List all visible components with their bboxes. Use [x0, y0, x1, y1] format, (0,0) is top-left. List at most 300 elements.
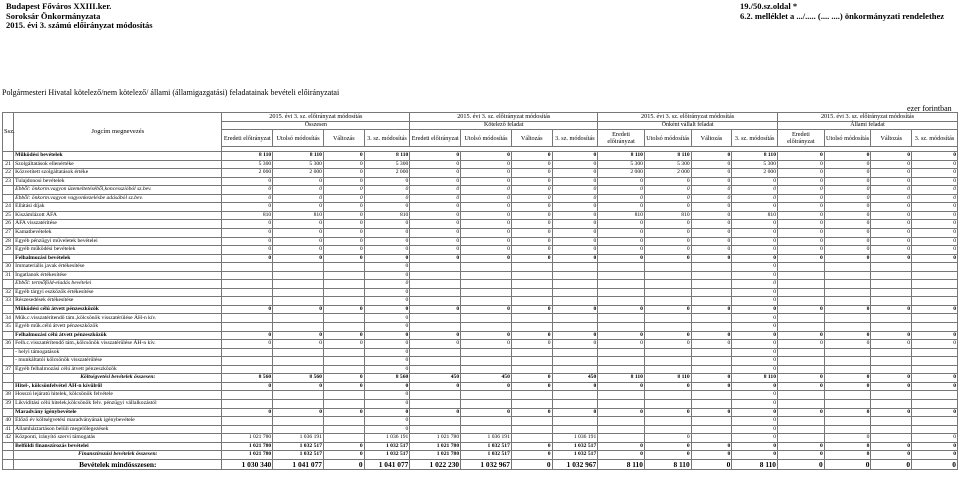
- value-cell: [691, 314, 732, 323]
- row-ssz: [3, 305, 14, 314]
- subcol-header: Változás: [871, 130, 912, 147]
- value-cell: 0: [222, 254, 273, 263]
- value-cell: [410, 425, 461, 434]
- table-row: [3, 169, 958, 178]
- value-cell: [410, 323, 461, 332]
- value-cell: 0: [691, 331, 732, 340]
- value-cell: 0: [511, 408, 552, 417]
- value-cell: [273, 357, 324, 366]
- value-cell: 0: [732, 399, 778, 408]
- value-cell: 0: [552, 246, 598, 255]
- value-cell: 0: [778, 229, 825, 238]
- row-ssz: 40: [3, 417, 14, 426]
- value-cell: [222, 297, 273, 306]
- header-municipality: Soroksár Önkormányzata: [6, 10, 101, 21]
- value-cell: 0: [364, 323, 410, 332]
- value-cell: 0: [323, 305, 364, 314]
- row-ssz: 25: [3, 211, 14, 220]
- value-cell: [871, 314, 912, 323]
- value-cell: [778, 365, 825, 374]
- value-cell: 0: [691, 254, 732, 263]
- value-cell: 1 032 517: [273, 442, 324, 451]
- value-cell: [410, 314, 461, 323]
- value-cell: [273, 417, 324, 426]
- value-cell: [323, 417, 364, 426]
- document-title: Polgármesteri Hivatal kötelező/nem kötelező/ állami (államigazgatási) feladatainak bevételi előirányzatai: [2, 88, 340, 97]
- value-cell: 0: [778, 459, 825, 469]
- value-cell: 0: [644, 203, 691, 212]
- value-cell: [871, 425, 912, 434]
- row-ssz: [3, 254, 14, 263]
- value-cell: [410, 297, 461, 306]
- value-cell: 0: [912, 177, 958, 186]
- value-cell: 810: [222, 211, 273, 220]
- subcol-header: Eredeti előirányzat: [222, 130, 273, 147]
- value-cell: [778, 288, 825, 297]
- value-cell: 0: [824, 186, 871, 195]
- row-label: Felh.c.visszatérítendő tám.,kölcsönök visszatérülése ÁH-n kív.: [14, 340, 222, 349]
- value-cell: 1 032 517: [364, 442, 410, 451]
- value-cell: 0: [364, 425, 410, 434]
- value-cell: [871, 271, 912, 280]
- row-ssz: 21: [3, 160, 14, 169]
- value-cell: 8 110: [273, 152, 324, 161]
- value-cell: 0: [912, 152, 958, 161]
- value-cell: 0: [691, 305, 732, 314]
- value-cell: [824, 399, 871, 408]
- value-cell: [912, 348, 958, 357]
- table-row: [3, 340, 958, 349]
- value-cell: 0: [323, 203, 364, 212]
- value-cell: 0: [552, 160, 598, 169]
- value-cell: 0: [552, 331, 598, 340]
- value-cell: [410, 263, 461, 272]
- value-cell: 5 300: [273, 160, 324, 169]
- row-ssz: 24: [3, 203, 14, 212]
- table-row: [3, 348, 958, 357]
- value-cell: 0: [691, 203, 732, 212]
- value-cell: 0: [511, 246, 552, 255]
- value-cell: 0: [691, 374, 732, 383]
- budget-table: [2, 112, 958, 470]
- row-label: Egyéb felhalmozási célú átvett pénzeszközök: [14, 365, 222, 374]
- value-cell: [912, 297, 958, 306]
- row-ssz: 38: [3, 391, 14, 400]
- value-cell: 0: [824, 374, 871, 383]
- value-cell: 5 300: [222, 160, 273, 169]
- value-cell: 1 032 517: [461, 442, 512, 451]
- table-row: [3, 365, 958, 374]
- value-cell: [273, 323, 324, 332]
- value-cell: 0: [732, 186, 778, 195]
- value-cell: [222, 425, 273, 434]
- value-cell: 8 110: [598, 459, 645, 469]
- value-cell: 0: [778, 237, 825, 246]
- value-cell: 0: [410, 305, 461, 314]
- value-cell: 2 000: [732, 169, 778, 178]
- value-cell: [410, 280, 461, 289]
- row-ssz: 23: [3, 177, 14, 186]
- row-label: Kamatbevételek: [14, 229, 222, 238]
- value-cell: 0: [598, 382, 645, 391]
- value-cell: [511, 391, 552, 400]
- value-cell: 0: [912, 186, 958, 195]
- row-label: Felhalmozási célú átvett pénzeszközök: [14, 331, 222, 340]
- value-cell: 0: [511, 177, 552, 186]
- value-cell: 0: [364, 340, 410, 349]
- value-cell: [222, 280, 273, 289]
- value-cell: [691, 391, 732, 400]
- value-cell: 0: [511, 152, 552, 161]
- table-row: [3, 305, 958, 314]
- value-cell: 0: [732, 254, 778, 263]
- value-cell: 0: [691, 237, 732, 246]
- value-cell: 810: [732, 211, 778, 220]
- value-cell: 0: [732, 263, 778, 272]
- row-label: Egyéb működési bevételek: [14, 246, 222, 255]
- value-cell: [598, 434, 645, 443]
- value-cell: [323, 425, 364, 434]
- value-cell: 0: [364, 348, 410, 357]
- value-cell: 0: [732, 382, 778, 391]
- value-cell: [644, 271, 691, 280]
- value-cell: [598, 271, 645, 280]
- value-cell: 0: [323, 186, 364, 195]
- value-cell: 0: [323, 459, 364, 469]
- value-cell: 0: [598, 229, 645, 238]
- value-cell: 0: [511, 340, 552, 349]
- value-cell: [824, 297, 871, 306]
- value-cell: 0: [364, 237, 410, 246]
- group-osszesen: Összesen: [222, 121, 410, 130]
- value-cell: [273, 314, 324, 323]
- header-annex: 6.2. melléklet a .../..... (.... ....) önkormányzati rendelethez: [740, 10, 945, 21]
- value-cell: 0: [410, 229, 461, 238]
- row-ssz: 22: [3, 169, 14, 178]
- value-cell: 0: [824, 177, 871, 186]
- value-cell: [511, 280, 552, 289]
- table-row: [3, 203, 958, 212]
- value-cell: 0: [691, 194, 732, 203]
- value-cell: [912, 288, 958, 297]
- value-cell: 0: [871, 160, 912, 169]
- value-cell: 0: [323, 194, 364, 203]
- value-cell: 0: [824, 340, 871, 349]
- value-cell: 0: [410, 186, 461, 195]
- value-cell: 8 110: [644, 459, 691, 469]
- row-ssz: [3, 186, 14, 195]
- value-cell: [273, 391, 324, 400]
- value-cell: 0: [461, 305, 512, 314]
- row-ssz: 33: [3, 297, 14, 306]
- row-ssz: 29: [3, 246, 14, 255]
- value-cell: 0: [912, 211, 958, 220]
- table-row: [3, 237, 958, 246]
- value-cell: 0: [691, 408, 732, 417]
- value-cell: [824, 314, 871, 323]
- value-cell: 0: [511, 442, 552, 451]
- value-cell: [461, 323, 512, 332]
- value-cell: [691, 263, 732, 272]
- value-cell: 0: [732, 340, 778, 349]
- row-label: Műk.c.visszatérítendő tám.,kölcsönök visszatérülése ÁH-n kív.: [14, 314, 222, 323]
- value-cell: [778, 297, 825, 306]
- value-cell: 8 560: [273, 374, 324, 383]
- value-cell: 0: [871, 459, 912, 469]
- row-label: ÁFA visszatérítése: [14, 220, 222, 229]
- value-cell: [598, 399, 645, 408]
- document-header-left: [6, 2, 153, 31]
- value-cell: [552, 271, 598, 280]
- value-cell: 810: [598, 211, 645, 220]
- row-label: Immateriális javak értékesítése: [14, 263, 222, 272]
- value-cell: 0: [871, 374, 912, 383]
- row-ssz: 42: [3, 434, 14, 443]
- header-modification: 2015. évi 3. számú előirányzat módosítás: [6, 20, 153, 30]
- value-cell: 5 300: [598, 160, 645, 169]
- col-ssz: Ssz.: [3, 113, 14, 152]
- value-cell: 0: [644, 194, 691, 203]
- value-cell: 0: [364, 220, 410, 229]
- value-cell: [461, 288, 512, 297]
- value-cell: 2 000: [222, 169, 273, 178]
- value-cell: [778, 357, 825, 366]
- value-cell: [824, 391, 871, 400]
- table-row: [3, 391, 958, 400]
- row-ssz: [3, 331, 14, 340]
- value-cell: 0: [323, 374, 364, 383]
- value-cell: 0: [461, 331, 512, 340]
- subcol-header: Eredeti előirányzat: [598, 130, 645, 147]
- unit-label: ezer forintban: [907, 104, 952, 113]
- row-ssz: [3, 152, 14, 161]
- value-cell: 1 036 191: [552, 434, 598, 443]
- value-cell: 0: [461, 152, 512, 161]
- value-cell: 1 041 077: [364, 459, 410, 469]
- value-cell: 1 032 517: [461, 451, 512, 460]
- value-cell: 0: [511, 169, 552, 178]
- value-cell: [644, 323, 691, 332]
- value-cell: 0: [410, 254, 461, 263]
- value-cell: 8 110: [222, 152, 273, 161]
- value-cell: 0: [461, 237, 512, 246]
- value-cell: [824, 288, 871, 297]
- value-cell: [691, 271, 732, 280]
- value-cell: 0: [598, 340, 645, 349]
- value-cell: 0: [461, 211, 512, 220]
- value-cell: [273, 297, 324, 306]
- value-cell: 0: [222, 194, 273, 203]
- value-cell: 0: [598, 203, 645, 212]
- value-cell: 0: [410, 169, 461, 178]
- table-row: [3, 263, 958, 272]
- value-cell: 0: [323, 340, 364, 349]
- value-cell: 1 021 780: [222, 442, 273, 451]
- value-cell: [912, 271, 958, 280]
- value-cell: 0: [871, 237, 912, 246]
- value-cell: 0: [824, 194, 871, 203]
- value-cell: [222, 399, 273, 408]
- value-cell: 8 110: [732, 152, 778, 161]
- value-cell: 0: [364, 203, 410, 212]
- value-cell: [222, 365, 273, 374]
- value-cell: 0: [732, 297, 778, 306]
- value-cell: [273, 399, 324, 408]
- row-ssz: 32: [3, 288, 14, 297]
- value-cell: 0: [644, 340, 691, 349]
- value-cell: 0: [778, 186, 825, 195]
- value-cell: [598, 263, 645, 272]
- value-cell: [222, 323, 273, 332]
- value-cell: [824, 417, 871, 426]
- value-cell: 0: [511, 203, 552, 212]
- group-onkent: Önként vállalt feladat: [598, 121, 778, 130]
- value-cell: 0: [598, 220, 645, 229]
- value-cell: 0: [824, 203, 871, 212]
- row-label: Egyéb tárgyi eszközök értékesítése: [14, 288, 222, 297]
- value-cell: 0: [461, 254, 512, 263]
- table-row: [3, 323, 958, 332]
- value-cell: 0: [410, 211, 461, 220]
- value-cell: 0: [824, 408, 871, 417]
- value-cell: [273, 271, 324, 280]
- value-cell: 0: [410, 160, 461, 169]
- value-cell: [552, 280, 598, 289]
- table-row: [3, 246, 958, 255]
- value-cell: 0: [732, 323, 778, 332]
- row-label: Egyéb műk.célú átvett pénzeszközök: [14, 323, 222, 332]
- table-row: [3, 220, 958, 229]
- row-label: Működési bevételek: [14, 152, 222, 161]
- value-cell: 0: [644, 220, 691, 229]
- value-cell: [273, 365, 324, 374]
- value-cell: 0: [644, 305, 691, 314]
- value-cell: 1 030 340: [222, 459, 273, 469]
- value-cell: [511, 399, 552, 408]
- value-cell: 0: [410, 220, 461, 229]
- value-cell: 0: [871, 152, 912, 161]
- value-cell: 0: [552, 237, 598, 246]
- value-cell: 0: [778, 194, 825, 203]
- value-cell: 0: [912, 434, 958, 443]
- row-ssz: [3, 442, 14, 451]
- value-cell: [323, 271, 364, 280]
- value-cell: 0: [323, 220, 364, 229]
- value-cell: 0: [644, 229, 691, 238]
- value-cell: 0: [273, 331, 324, 340]
- value-cell: 1 032 967: [461, 459, 512, 469]
- value-cell: 0: [364, 391, 410, 400]
- table-row: [3, 271, 958, 280]
- table-row: [3, 280, 958, 289]
- value-cell: 0: [364, 288, 410, 297]
- table-row: [3, 177, 958, 186]
- value-cell: 0: [511, 451, 552, 460]
- value-cell: 2 000: [598, 169, 645, 178]
- value-cell: 0: [778, 254, 825, 263]
- value-cell: 0: [323, 169, 364, 178]
- table-row: [3, 408, 958, 417]
- value-cell: 0: [364, 417, 410, 426]
- value-cell: 0: [410, 382, 461, 391]
- value-cell: 0: [273, 254, 324, 263]
- value-cell: 0: [824, 382, 871, 391]
- value-cell: [912, 357, 958, 366]
- value-cell: 0: [222, 340, 273, 349]
- value-cell: [824, 425, 871, 434]
- row-ssz: 39: [3, 399, 14, 408]
- table-row: [3, 417, 958, 426]
- value-cell: 0: [461, 194, 512, 203]
- value-cell: 0: [644, 434, 691, 443]
- row-label: Hitel-, kölcsönfelvétel ÁH-n kívülről: [14, 382, 222, 391]
- value-cell: 0: [273, 186, 324, 195]
- value-cell: 0: [912, 229, 958, 238]
- value-cell: [598, 357, 645, 366]
- value-cell: [323, 314, 364, 323]
- row-ssz: [3, 194, 14, 203]
- value-cell: [461, 417, 512, 426]
- row-ssz: 26: [3, 220, 14, 229]
- value-cell: [871, 348, 912, 357]
- value-cell: 0: [912, 237, 958, 246]
- value-cell: [222, 348, 273, 357]
- value-cell: [552, 357, 598, 366]
- value-cell: [323, 280, 364, 289]
- value-cell: [778, 271, 825, 280]
- value-cell: 0: [824, 331, 871, 340]
- value-cell: 0: [323, 254, 364, 263]
- value-cell: [778, 314, 825, 323]
- table-row: [3, 288, 958, 297]
- subcol-header: 3. sz. módosítás: [364, 130, 410, 147]
- value-cell: 0: [824, 169, 871, 178]
- value-cell: 0: [732, 305, 778, 314]
- value-cell: 0: [511, 382, 552, 391]
- value-cell: 0: [222, 331, 273, 340]
- value-cell: 0: [871, 220, 912, 229]
- value-cell: [871, 288, 912, 297]
- value-cell: 0: [323, 160, 364, 169]
- table-row: [3, 229, 958, 238]
- value-cell: 0: [273, 203, 324, 212]
- value-cell: 0: [273, 305, 324, 314]
- row-label: Maradvány igénybevétele: [14, 408, 222, 417]
- value-cell: 0: [691, 220, 732, 229]
- value-cell: 0: [511, 229, 552, 238]
- value-cell: 0: [691, 160, 732, 169]
- value-cell: 0: [644, 177, 691, 186]
- row-label: Egyéb pénzügyi műveletek bevételei: [14, 237, 222, 246]
- value-cell: 0: [410, 177, 461, 186]
- value-cell: 0: [410, 331, 461, 340]
- value-cell: [778, 280, 825, 289]
- header-page: 19./50.sz.oldal *: [740, 1, 798, 11]
- value-cell: 0: [778, 203, 825, 212]
- value-cell: [552, 314, 598, 323]
- value-cell: 0: [461, 229, 512, 238]
- value-cell: [824, 323, 871, 332]
- value-cell: 0: [824, 237, 871, 246]
- value-cell: 0: [824, 254, 871, 263]
- value-cell: 0: [598, 254, 645, 263]
- value-cell: 0: [778, 160, 825, 169]
- value-cell: 450: [410, 374, 461, 383]
- value-cell: 0: [871, 382, 912, 391]
- value-cell: [871, 391, 912, 400]
- value-cell: [691, 288, 732, 297]
- value-cell: [461, 391, 512, 400]
